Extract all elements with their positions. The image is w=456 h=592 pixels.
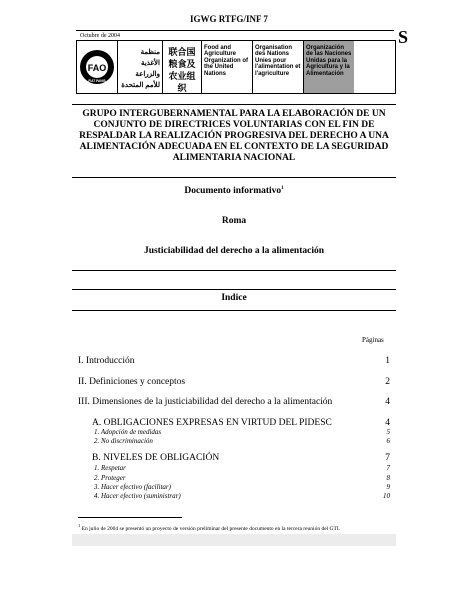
- doc-type: [72, 186, 396, 196]
- toc-item[interactable]: [92, 483, 390, 491]
- french-name: Organisation des Nations Unies pour l'alimentation et l'agriculture: [253, 41, 304, 93]
- language-letter: S: [398, 27, 409, 47]
- place: Roma: [221, 216, 247, 226]
- toc-page: 4: [385, 397, 390, 407]
- toc-label: I. Introducción: [78, 356, 135, 366]
- toc-page: 7: [386, 464, 390, 472]
- toc-page: 5: [386, 428, 390, 436]
- footnote-rule: [78, 517, 182, 518]
- footnote-text: En julio de 2004 se presentó un proyecto de versión preliminar del presente documento en la tercera reunión del GTI.: [81, 525, 341, 532]
- pages-label: Páginas: [362, 336, 384, 344]
- organization-header: [76, 40, 396, 94]
- page-bottom-bar: [72, 534, 396, 546]
- toc-page: 2: [385, 377, 390, 387]
- toc-label: B. NIVELES DE OBLIGACIÓN: [92, 453, 220, 463]
- index-bottom-rule: [72, 310, 396, 311]
- toc-page: 10: [383, 492, 390, 500]
- toc-label: 4. Hacer efectivo (suministrar): [94, 492, 181, 500]
- subject-rule: [72, 270, 396, 271]
- toc-label: 2. No discriminación: [94, 437, 153, 445]
- toc-item[interactable]: [92, 464, 390, 472]
- svg-text:FAO: FAO: [87, 63, 107, 73]
- toc-label: II. Definiciones y conceptos: [78, 377, 186, 387]
- toc-item[interactable]: [92, 428, 390, 436]
- toc-row[interactable]: [78, 397, 390, 407]
- english-name: Food and Agriculture Organization of the United Nations: [202, 41, 253, 93]
- fao-logo-icon: [79, 49, 115, 85]
- toc-page: 8: [386, 474, 390, 482]
- toc-page: 4: [385, 418, 390, 428]
- index-title: Indice: [221, 293, 247, 303]
- toc-label: III. Dimensiones de la justiciabilidad del derecho a la alimentación: [78, 397, 333, 407]
- toc-label: A. OBLIGACIONES EXPRESAS EN VIRTUD DEL PIDESC: [92, 418, 332, 428]
- spanish-name: Organización de las Naciones Unidas para la Agricultura y la Alimentación: [304, 41, 354, 93]
- toc-page: 9: [386, 483, 390, 491]
- toc-label: 1. Respetar: [94, 464, 126, 472]
- header-rule: [76, 30, 394, 31]
- document-code: IGWG RTFG/INF 7: [190, 14, 268, 24]
- svg-text:FIAT PANIS: FIAT PANIS: [88, 79, 106, 83]
- doc-type-footnote-ref: 1: [281, 186, 284, 191]
- toc-label: 3. Hacer efectivo (facilitar): [94, 483, 171, 491]
- toc-item[interactable]: [92, 474, 390, 482]
- index-top-rule: [72, 289, 396, 290]
- toc-page: 1: [385, 356, 390, 366]
- toc-section-b[interactable]: [92, 453, 390, 463]
- arabic-name: منظمة الأغذية والزراعة للأمم المتحدة: [118, 41, 163, 93]
- document-title: GRUPO INTERGUBERNAMENTAL PARA LA ELABORACIÓN DE UN CONJUNTO DE DIRECTRICES VOLUNTARIAS CON EL FIN DE RESPALDAR LA REALIZACIÓN PROGRESIVA DEL DERECHO A UNA ALIMENTACIÓN ADECUADA EN EL CONTEXTO DE LA SEGURIDAD ALIMENTARIA NACIONAL: [79, 109, 389, 163]
- toc-page: 6: [386, 437, 390, 445]
- footnote: [78, 523, 390, 532]
- toc-item[interactable]: [92, 437, 390, 445]
- toc-row[interactable]: [78, 377, 390, 387]
- title-block: [72, 104, 396, 178]
- doc-type-text: Documento informativo: [184, 186, 282, 197]
- document-date: Octubre de 2004: [80, 33, 120, 39]
- toc-row[interactable]: [78, 356, 390, 366]
- toc-label: 2. Proteger: [94, 474, 126, 482]
- chinese-name: 联合国粮食及农业组织: [163, 41, 202, 93]
- toc-section-a[interactable]: [92, 418, 390, 428]
- fao-logo: [77, 41, 118, 93]
- toc-item[interactable]: [92, 492, 390, 500]
- toc-page: 7: [385, 453, 390, 463]
- subject: Justiciabilidad del derecho a la alimentación: [143, 246, 325, 256]
- footnote-number: 1: [78, 523, 81, 528]
- toc-label: 1. Adopción de medidas: [94, 428, 162, 436]
